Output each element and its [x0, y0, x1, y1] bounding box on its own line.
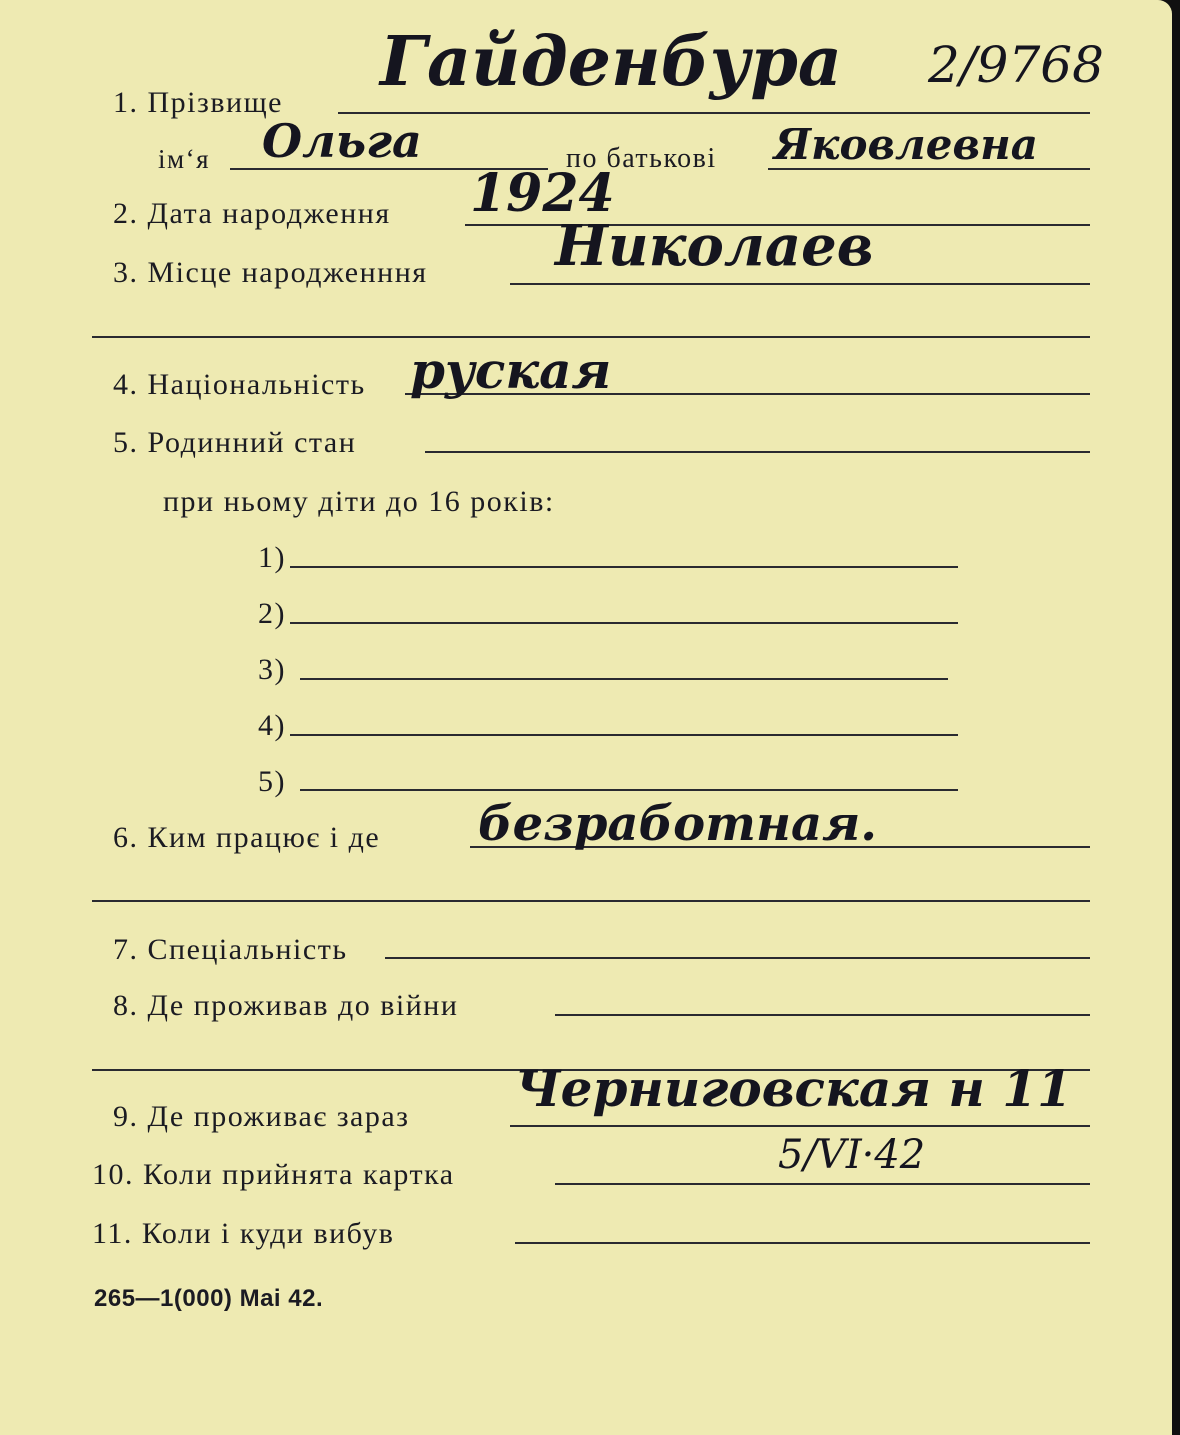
occupation-line-2 — [92, 900, 1090, 902]
specialty-line — [385, 957, 1090, 959]
birth-place-label: 3. Місце народженння — [113, 256, 428, 289]
nationality-label: 4. Національність — [113, 368, 366, 401]
child-4-line — [290, 734, 958, 736]
occupation-value: безработная. — [478, 796, 877, 852]
family-status-line — [425, 451, 1090, 453]
patronymic-value: Яковлевна — [774, 120, 1038, 169]
patronymic-label: по батькові — [566, 143, 717, 174]
departed-line — [515, 1242, 1090, 1244]
first-name-label: ім‘я — [158, 144, 210, 174]
child-5-label: 5) — [258, 765, 286, 798]
family-status-label: 5. Родинний стан — [113, 426, 357, 459]
birth-place-value: Николаев — [555, 213, 874, 279]
child-5-line — [300, 789, 958, 791]
current-residence-label: 9. Де проживає зараз — [113, 1100, 410, 1133]
birth-place-line-2 — [92, 336, 1090, 338]
surname-line — [338, 112, 1090, 114]
child-2-label: 2) — [258, 597, 286, 630]
child-1-line — [290, 566, 958, 568]
child-4-label: 4) — [258, 709, 286, 742]
prewar-residence-line — [555, 1014, 1090, 1016]
child-2-line — [290, 622, 958, 624]
current-residence-line — [510, 1125, 1090, 1127]
nationality-value: руская — [410, 341, 612, 400]
children-label: при ньому діти до 16 років: — [163, 485, 555, 518]
surname-value: Гайденбура — [380, 22, 842, 102]
specialty-label: 7. Спеціальність — [113, 933, 348, 966]
child-3-line — [300, 678, 948, 680]
card-accepted-label: 10. Коли прийнята картка — [92, 1158, 455, 1191]
departed-label: 11. Коли і куди вибув — [92, 1217, 395, 1250]
print-run-footer: 265—1(000) Mai 42. — [94, 1285, 324, 1312]
birth-place-line — [510, 283, 1090, 285]
child-1-label: 1) — [258, 541, 286, 574]
archive-number: 2/9768 — [928, 36, 1104, 94]
birth-date-label: 2. Дата народження — [113, 197, 391, 230]
occupation-label: 6. Ким працює і де — [113, 821, 381, 854]
surname-label: 1. Прізвище — [113, 86, 283, 119]
card-accepted-line — [555, 1183, 1090, 1185]
card-accepted-value: 5/VI·42 — [778, 1132, 926, 1178]
birth-date-value: 1924 — [470, 163, 615, 224]
current-residence-value: Черниговская н 11 — [515, 1059, 1072, 1118]
child-3-label: 3) — [258, 653, 286, 686]
first-name-value: Ольга — [262, 114, 422, 168]
prewar-residence-label: 8. Де проживав до війни — [113, 989, 459, 1022]
